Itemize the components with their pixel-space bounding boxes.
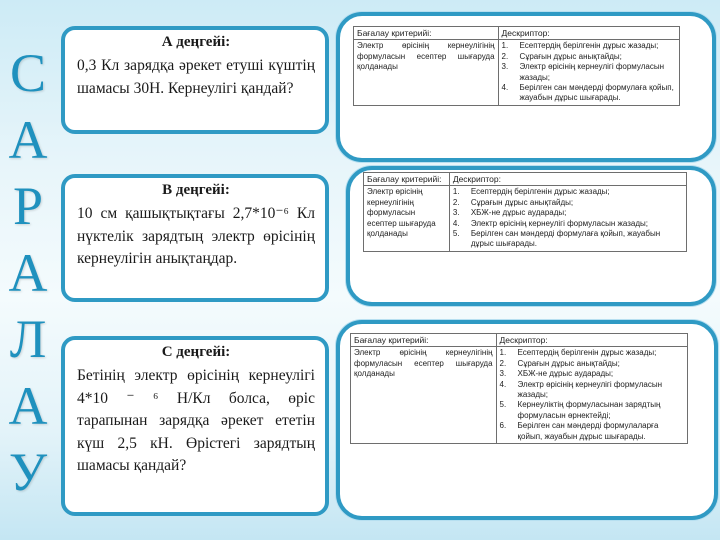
task-box-level-a [61, 26, 329, 134]
task-box-level-b [61, 174, 329, 302]
task-title-level-c: С деңгейі: [161, 344, 231, 360]
descriptor-header: Дескриптор: [496, 334, 687, 347]
side-title-letter: А [8, 242, 48, 303]
descriptor-item: Электр өрісінің кернеулігі формуласын жазады; [517, 379, 662, 400]
rubric-table-level-a [353, 26, 680, 106]
descriptor-cell [498, 40, 679, 105]
descriptor-item: Электр өрісінің кернеулігі формуласын жазады; [470, 218, 648, 228]
rubric-table-level-c [350, 333, 688, 444]
side-title-letter: А [8, 109, 48, 170]
descriptor-item: Есептердің берілгенін дұрыс жазады; [470, 187, 610, 197]
side-title-letter: Л [9, 309, 47, 369]
task-box-level-c [61, 336, 329, 516]
side-title-letter: У [8, 442, 48, 502]
descriptor-list [500, 348, 684, 442]
task-text-level-a: 0,3 Кл зарядқа әрекет етуші күштің шамасы 30Н. Кернеулігі қандай? [77, 57, 315, 97]
rubric-table-level-b [363, 172, 687, 252]
task-text-level-c: Бетінің электр өрісінің кернеулігі 4*10 ⁻ ⁶ Н/Кл болса, өріс тарапынан зарядқа әрекет ететін күш 2,5 кН. Өрістегі зарядтың шамасы қандай? [77, 367, 315, 474]
criterion-cell: Электр өрісінің кернеулігінің формуласын есептер шығаруда қолданады [351, 347, 497, 444]
task-text-level-b: 10 см қашықтықтағы 2,7*10⁻⁶ Кл нүктелік зарядтың электр өрісінің кернеулігін анықтаңдар. [77, 205, 315, 267]
side-title-letter: Р [12, 176, 44, 236]
side-title-word [4, 40, 52, 506]
side-title-letter: С [9, 43, 47, 103]
descriptor-item: Берілген сан мәндерді формулаға қойып, жауабын дұрыс шығарады. [519, 83, 674, 103]
side-title-letter: А [8, 375, 48, 436]
descriptor-item: Сұрағын дұрыс анықтайды; [470, 197, 574, 207]
descriptor-list [502, 41, 676, 103]
criterion-cell: Электр өрісінің кернеулігінің формуласын есептер шығаруда қолданады [364, 186, 450, 251]
descriptor-item: Берілген сан мәндерді формулаларға қойып, жауабын дұрыс шығарады. [517, 421, 659, 441]
descriptor-item: Берілген сан мәндерді формулаға қойып, жауабын дұрыс шығарады. [470, 229, 661, 249]
descriptor-item: Кернеуліктің формуласынан зарядтың формуласын өрнектейді; [517, 400, 661, 420]
descriptor-item: ХБЖ-не дұрыс аударады; [470, 208, 567, 218]
descriptor-item: Сұрағын дұрыс анықтайды; [517, 358, 620, 368]
criterion-header: Бағалау критерийі: [351, 334, 497, 347]
descriptor-cell [449, 186, 686, 251]
criterion-header: Бағалау критерийі: [354, 27, 499, 40]
task-title-level-a: А деңгейі: [161, 34, 231, 50]
descriptor-item: Есептердің берілгенін дұрыс жазады; [517, 348, 657, 358]
descriptor-item: Электр өрісінің кернеулігі формуласын жазады; [519, 62, 664, 82]
descriptor-list [453, 187, 683, 249]
criterion-header: Бағалау критерийі: [364, 173, 450, 186]
descriptor-header: Дескриптор: [498, 27, 679, 40]
descriptor-item: Есептердің берілгенін дұрыс жазады; [519, 41, 659, 51]
descriptor-item: Сұрағын дұрыс анықтайды; [519, 51, 622, 61]
task-title-level-b: В деңгейі: [162, 182, 230, 198]
descriptor-item: ХБЖ-не дұрыс аударады; [517, 369, 614, 379]
descriptor-cell [496, 347, 687, 444]
criterion-cell: Электр өрісінің кернеулігінің формуласын есептер шығаруда қолданады [354, 40, 499, 105]
descriptor-header: Дескриптор: [449, 173, 686, 186]
